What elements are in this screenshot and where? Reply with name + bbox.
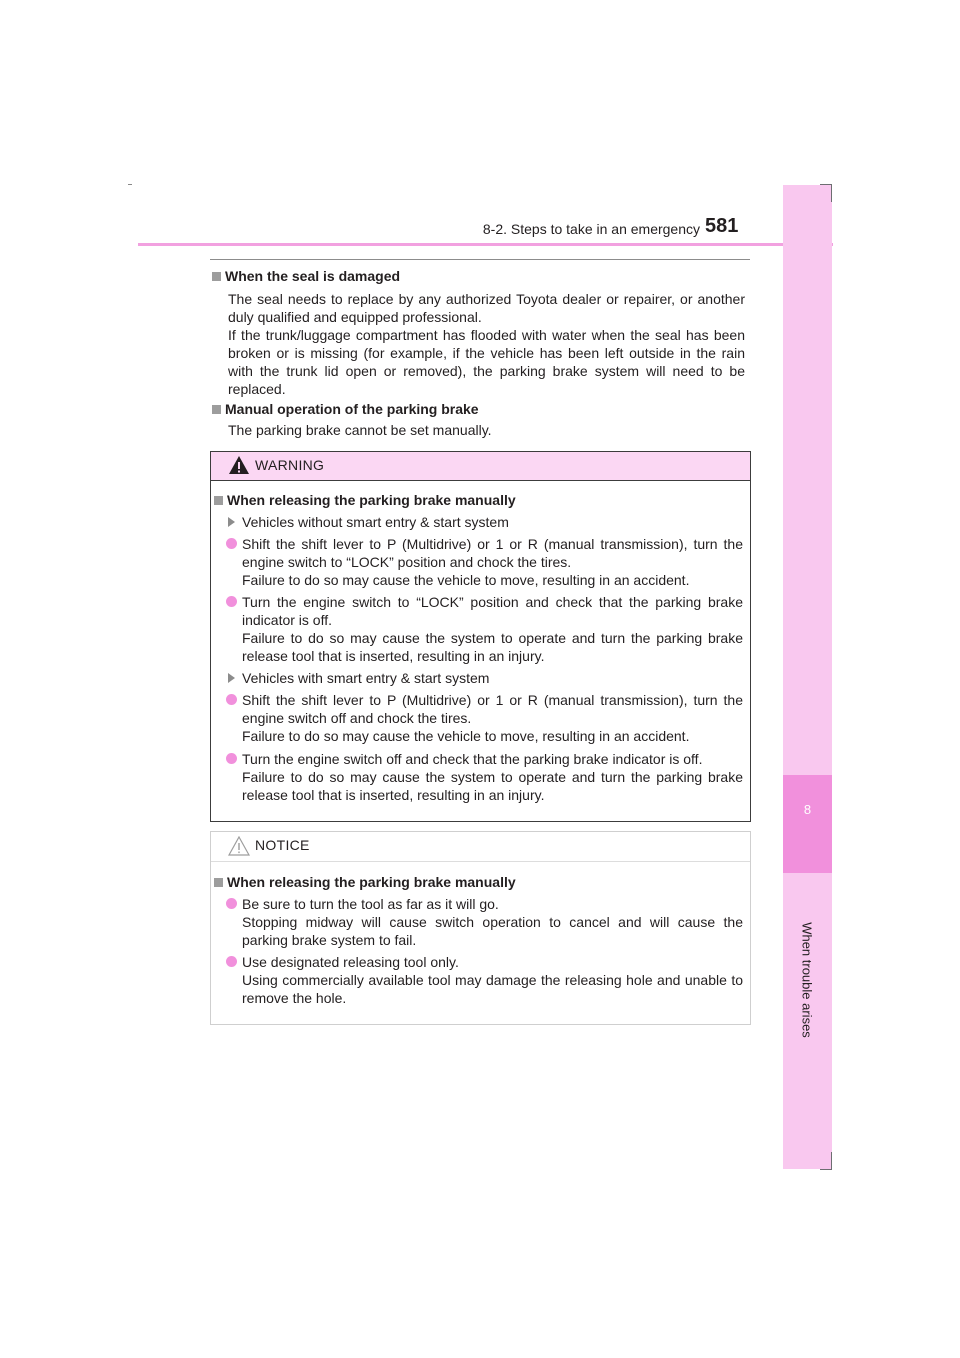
notice-title: NOTICE xyxy=(255,837,310,853)
bullet-dot-icon xyxy=(226,694,237,705)
warning-item: Turn the engine switch off and check that the parking brake indicator is off. Failure to do so may cause the system to operate and turn the parking brake release tool that is inserted, resulting in an injury. xyxy=(226,750,743,804)
caution-triangle-icon xyxy=(228,836,250,856)
bullet-dot-icon xyxy=(226,538,237,549)
bullet-dot-icon xyxy=(226,596,237,607)
arrow-icon xyxy=(228,517,235,527)
chapter-number: 8 xyxy=(803,802,812,817)
arrow-icon xyxy=(228,673,235,683)
crop-mark xyxy=(831,184,832,202)
vehicle-type-label: Vehicles with smart entry & start system xyxy=(228,669,489,687)
warning-item: Turn the engine switch to “LOCK” position and check that the parking brake indicator is off. Failure to do so may cause the system to operate and turn the parking brake release tool that is inserted, resulting in an injury. xyxy=(226,593,743,665)
warning-item: Shift the shift lever to P (Multidrive) or 1 or R (manual transmission), turn the engine switch off and chock the tires. Failure to do so may cause the vehicle to move, resulting in an accident. xyxy=(226,691,743,745)
vehicle-type-label: Vehicles without smart entry & start system xyxy=(228,513,509,531)
square-bullet-icon xyxy=(212,405,221,414)
bullet-dot-icon xyxy=(226,898,237,909)
crop-mark xyxy=(128,184,132,185)
paragraph: The seal needs to replace by any authorized Toyota dealer or repairer, or another duly qualified and equipped professional. xyxy=(228,291,745,325)
square-bullet-icon xyxy=(214,878,223,887)
warning-item: Shift the shift lever to P (Multidrive) or 1 or R (manual transmission), turn the engine switch to “LOCK” position and chock the tires. Failure to do so may cause the vehicle to move, resulting in an accident. xyxy=(226,535,743,589)
warning-header xyxy=(211,452,750,481)
page-number: 581 xyxy=(705,215,739,237)
paragraph: The parking brake cannot be set manually. xyxy=(228,422,492,438)
notice-heading: When releasing the parking brake manually xyxy=(214,873,516,891)
section-body xyxy=(228,290,745,398)
paragraph: If the trunk/luggage compartment has flooded with water when the seal has been broken or is missing (for example, if the vehicle has been left outside in the rain with the trunk lid open or removed), the parking brake system will need to be replaced. xyxy=(228,327,745,397)
warning-heading: When releasing the parking brake manually xyxy=(214,491,516,509)
crop-mark xyxy=(820,1169,832,1170)
crop-mark xyxy=(831,1152,832,1170)
crop-mark xyxy=(820,184,832,185)
square-bullet-icon xyxy=(212,272,221,281)
notice-item: Use designated releasing tool only. Using commercially available tool may damage the releasing hole and unable to remove the hole. xyxy=(226,953,743,1007)
header-rule xyxy=(138,243,833,246)
bullet-dot-icon xyxy=(226,753,237,764)
section-body xyxy=(228,421,745,439)
content-rule xyxy=(210,259,750,260)
bullet-dot-icon xyxy=(226,956,237,967)
notice-item: Be sure to turn the tool as far as it will go. Stopping midway will cause switch operation to cancel and will cause the parking brake system to fail. xyxy=(226,895,743,949)
chapter-number-box xyxy=(783,775,832,873)
section-heading: Manual operation of the parking brake xyxy=(212,399,479,419)
square-bullet-icon xyxy=(214,496,223,505)
notice-header xyxy=(211,832,750,862)
warning-title: WARNING xyxy=(255,457,325,473)
section-title: 8-2. Steps to take in an emergency xyxy=(482,221,700,237)
warning-triangle-icon xyxy=(228,455,250,475)
section-heading: When the seal is damaged xyxy=(212,266,400,286)
